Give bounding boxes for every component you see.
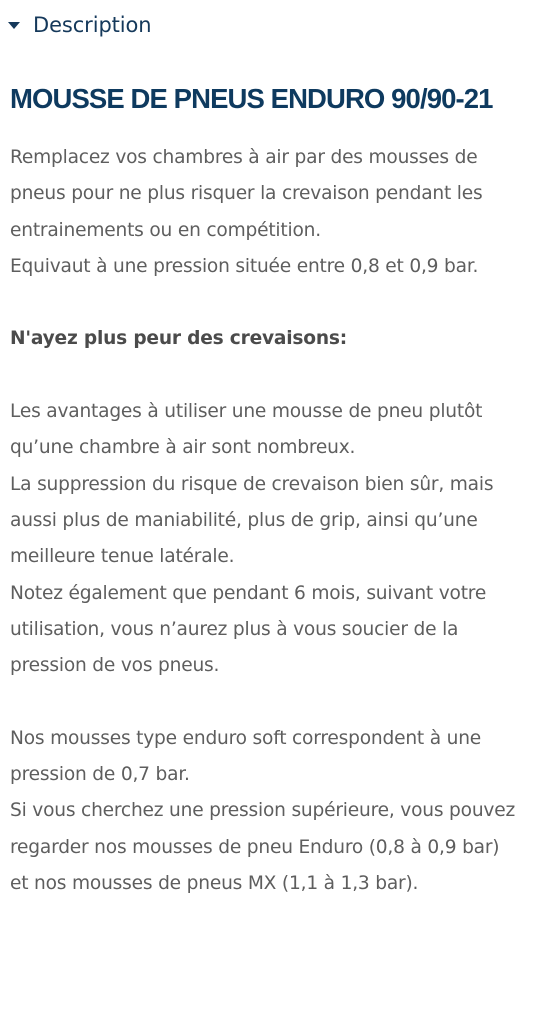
- accordion-label: Description: [33, 13, 152, 37]
- description-paragraph: Nos mousses type enduro soft correspondent à une pression de 0,7 bar.: [10, 727, 482, 786]
- description-paragraph: Si vous cherchez une pression supérieure, vous pouvez regarder nos mousses de pneu Enduro (0,8 à 0,9 bar): [10, 800, 516, 858]
- description-paragraph: et nos mousses de pneus MX (1,1 à 1,3 bar).: [10, 872, 419, 894]
- description-body: [10, 140, 535, 902]
- spacer: [10, 358, 535, 394]
- spacer: [10, 285, 535, 321]
- description-paragraph: Les avantages à utiliser une mousse de pneu plutôt qu’une chambre à air sont nombreux.: [10, 401, 483, 459]
- description-paragraph: La suppression du risque de crevaison bien sûr, mais aussi plus de maniabilité, plus de grip, ainsi qu’une meilleure tenue latérale.: [10, 473, 494, 568]
- product-title: MOUSSE DE PNEUS ENDURO 90/90-21: [10, 83, 493, 114]
- description-subheading: N'ayez plus peur des crevaisons:: [10, 328, 348, 350]
- description-paragraph: Equivaut à une pression située entre 0,8 et 0,9 bar.: [10, 255, 479, 277]
- description-paragraph: Remplacez vos chambres à air par des mousses de pneus pour ne plus risquer la crevaison pendant les entrainements ou en compétition.: [10, 147, 483, 241]
- description-accordion-toggle[interactable]: [8, 8, 152, 42]
- spacer: [10, 684, 535, 720]
- description-paragraph: Notez également que pendant 6 mois, suivant votre utilisation, vous n’aurez plus à vous soucier de la pression de vos pneus.: [10, 582, 487, 677]
- caret-down-icon: [8, 22, 20, 29]
